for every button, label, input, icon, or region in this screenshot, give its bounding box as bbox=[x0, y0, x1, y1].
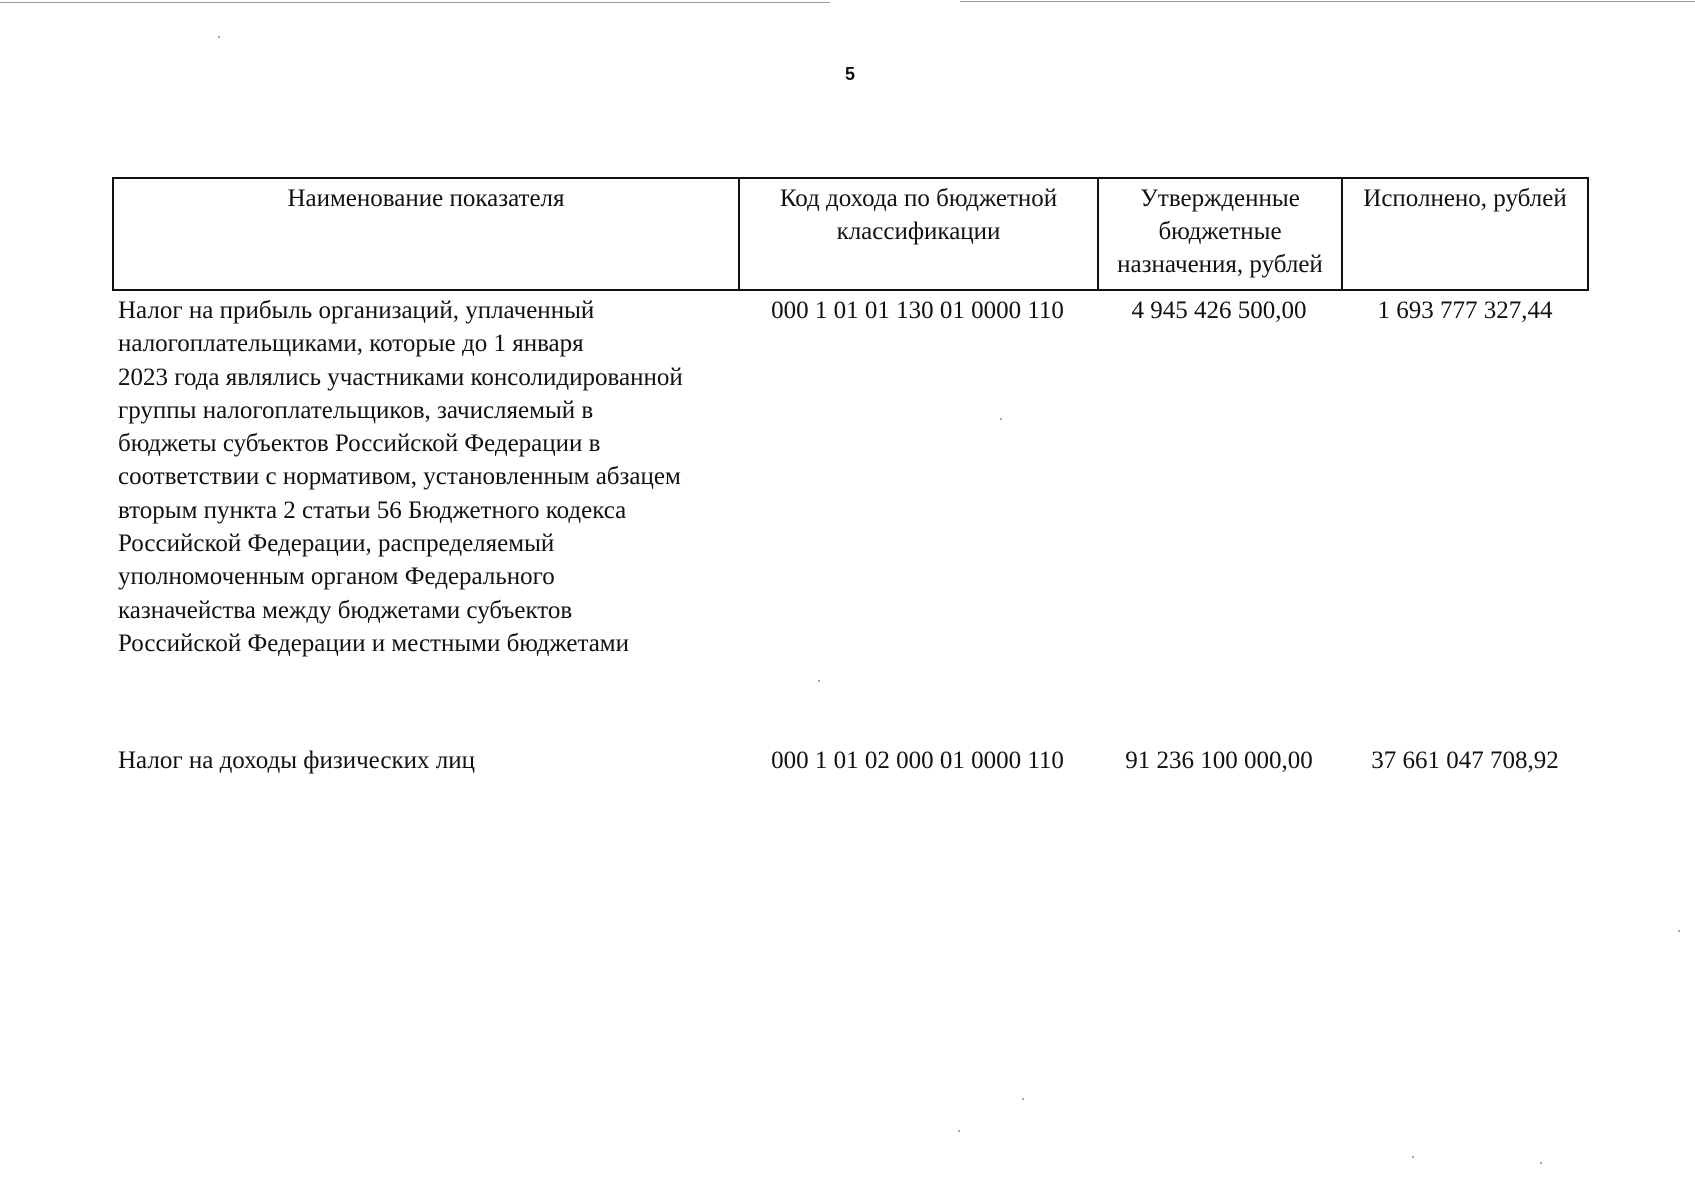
scan-artifact-speck bbox=[1678, 930, 1680, 932]
header-indicator-name: Наименование показателя bbox=[114, 179, 740, 289]
scan-artifact-speck bbox=[958, 1130, 960, 1132]
scan-artifact-speck bbox=[1412, 1156, 1414, 1158]
scan-artifact-speck bbox=[1540, 1162, 1542, 1164]
header-approved-amount: Утвержденные бюджетные назначения, рублей bbox=[1099, 179, 1343, 289]
table-header bbox=[112, 177, 1589, 291]
table-row bbox=[112, 294, 1589, 660]
row-budget-code: 000 1 01 02 000 01 0000 110 bbox=[771, 747, 1064, 774]
row-approved-amount: 4 945 426 500,00 bbox=[1131, 297, 1307, 324]
scan-artifact-speck bbox=[218, 36, 220, 38]
scan-artifact-line bbox=[0, 2, 830, 3]
scan-artifact-speck bbox=[1022, 1098, 1024, 1100]
row-budget-code: 000 1 01 01 130 01 0000 110 bbox=[771, 297, 1064, 324]
header-executed-amount: Исполнено, рублей bbox=[1363, 185, 1567, 212]
scan-artifact-line bbox=[960, 1, 1695, 2]
row-executed-amount: 37 661 047 708,92 bbox=[1371, 747, 1559, 774]
table-row bbox=[112, 744, 1589, 777]
page-number: 5 bbox=[844, 64, 855, 84]
row-indicator-name: Налог на прибыль организаций, уплаченный налогоплательщиками, которые до 1 января 2023 года являлись участниками консолидированной группы налогоплательщиков, зачисляемый в бюджеты субъектов Российской Федерации в соответствии с нормативом, установленным абзацем вторым пункта 2 статьи 56 Бюджетного кодекса Российской Федерации, распределяемый уполномоченным органом Федерального казначейства между бюджетами субъектов Российской Федерации и местными бюджетами bbox=[118, 297, 683, 657]
header-budget-code: Код дохода по бюджетной классификации bbox=[740, 179, 1099, 289]
row-executed-amount: 1 693 777 327,44 bbox=[1377, 297, 1553, 324]
row-approved-amount: 91 236 100 000,00 bbox=[1125, 747, 1313, 774]
scan-artifact-speck bbox=[818, 680, 820, 682]
row-indicator-name: Налог на доходы физических лиц bbox=[118, 747, 475, 774]
